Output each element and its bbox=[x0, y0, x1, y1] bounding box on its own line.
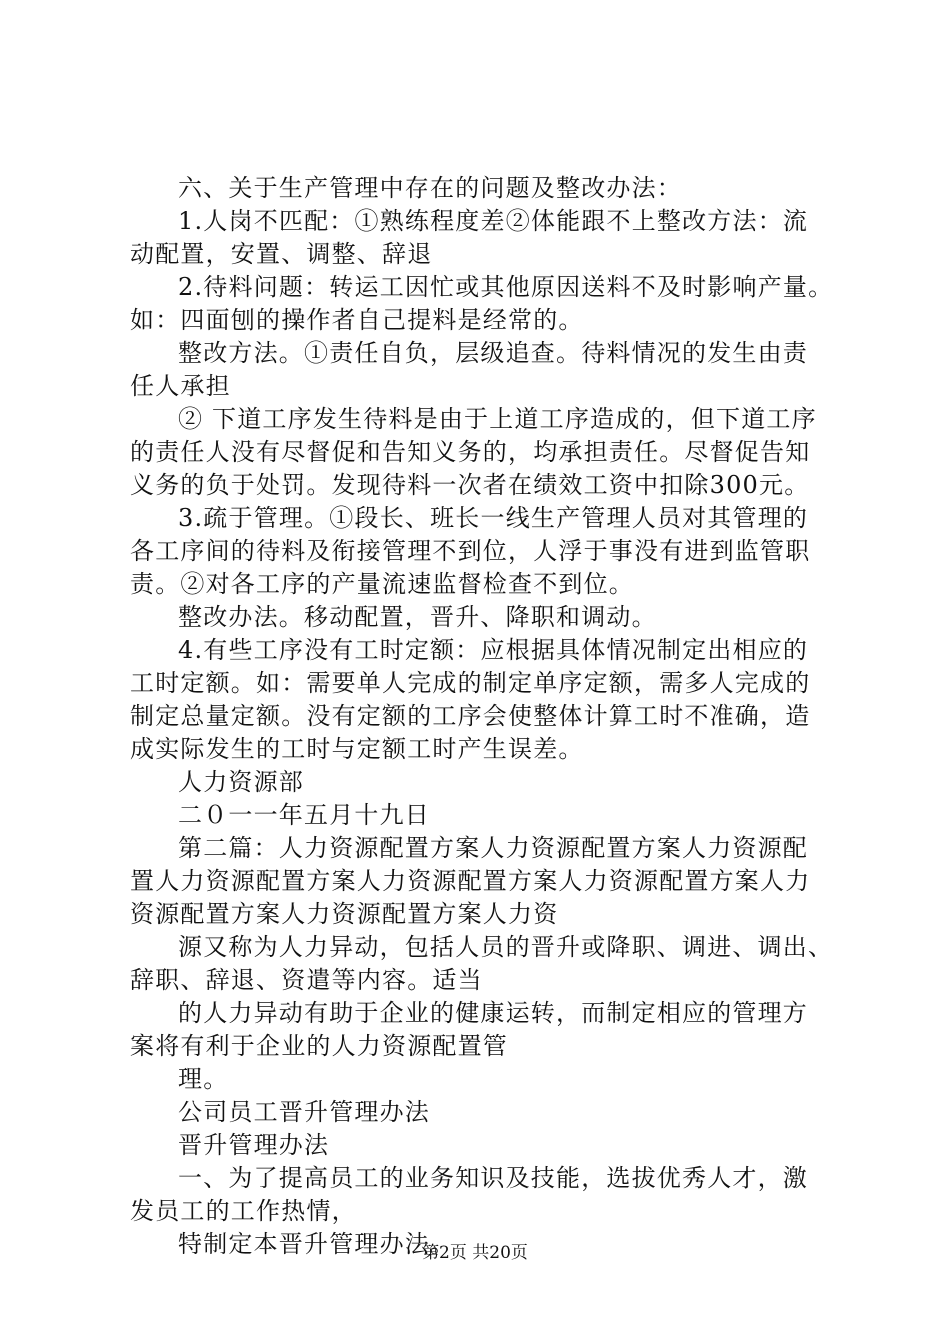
paragraph-line: 4.有些工序没有工时定额：应根据具体情况制定出相应的 bbox=[178, 636, 809, 664]
paragraph-line: 的责任人没有尽督促和告知义务的，均承担责任。尽督促告知 bbox=[130, 438, 811, 466]
paragraph-line: 的人力异动有助于企业的健康运转，而制定相应的管理方 bbox=[178, 999, 808, 1027]
department-signature: 人力资源部 bbox=[178, 768, 304, 796]
paragraph-line: 整改方法。①责任自负，层级追查。待料情况的发生由责 bbox=[178, 339, 808, 367]
paragraph-line: 发员工的工作热情， bbox=[130, 1197, 357, 1225]
paragraph-line: 2.待料问题：转运工因忙或其他原因送料不及时影响产量。 bbox=[178, 273, 834, 301]
paragraph-line: 源又称为人力异动，包括人员的晋升或降职、调进、调出、 bbox=[178, 933, 834, 961]
section-heading: 六、关于生产管理中存在的问题及整改办法： bbox=[178, 174, 682, 202]
paragraph-line: 制定总量定额。没有定额的工序会使整体计算工时不准确，造 bbox=[130, 702, 811, 730]
paragraph-line: 如：四面刨的操作者自己提料是经常的。 bbox=[130, 306, 584, 334]
paragraph-line: 一、为了提高员工的业务知识及技能，选拔优秀人才，激 bbox=[178, 1164, 808, 1192]
paragraph-line: 理。 bbox=[178, 1065, 229, 1093]
paragraph-line: 整改办法。移动配置，晋升、降职和调动。 bbox=[178, 603, 657, 631]
paragraph-line: 工时定额。如：需要单人完成的制定单序定额，需多人完成的 bbox=[130, 669, 811, 697]
paragraph-line: 任人承担 bbox=[130, 372, 231, 400]
paragraph-line: 责。②对各工序的产量流速监督检查不到位。 bbox=[130, 570, 634, 598]
paragraph-line: ② 下道工序发生待料是由于上道工序造成的，但下道工序 bbox=[178, 405, 817, 433]
paragraph-line: 动配置，安置、调整、辞退 bbox=[130, 240, 433, 268]
paragraph-line: 案将有利于企业的人力资源配置管 bbox=[130, 1032, 508, 1060]
paragraph-line: 特制定本晋升管理办法。 bbox=[178, 1230, 456, 1258]
paragraph-line: 各工序间的待料及衔接管理不到位，人浮于事没有进到监管职 bbox=[130, 537, 811, 565]
paragraph-line: 义务的负于处罚。发现待料一次者在绩效工资中扣除300元。 bbox=[130, 471, 810, 499]
subsection-heading: 晋升管理办法 bbox=[178, 1131, 330, 1159]
subsection-heading: 公司员工晋升管理办法 bbox=[178, 1098, 430, 1126]
paragraph-line: 置人力资源配置方案人力资源配置方案人力资源配置方案人力 bbox=[130, 867, 811, 895]
paragraph-line: 辞职、辞退、资遣等内容。适当 bbox=[130, 966, 483, 994]
paragraph-line: 资源配置方案人力资源配置方案人力资 bbox=[130, 900, 559, 928]
paragraph-line: 成实际发生的工时与定额工时产生误差。 bbox=[130, 735, 584, 763]
paragraph-line: 1.人岗不匹配：①熟练程度差②体能跟不上整改方法：流 bbox=[178, 207, 809, 235]
chapter-heading-line: 第二篇：人力资源配置方案人力资源配置方案人力资源配 bbox=[178, 834, 808, 862]
paragraph-line: 3.疏于管理。①段长、班长一线生产管理人员对其管理的 bbox=[178, 504, 809, 532]
page-number-footer: 第2页 共20页 bbox=[422, 1243, 528, 1263]
document-date: 二０一一年五月十九日 bbox=[178, 801, 430, 829]
